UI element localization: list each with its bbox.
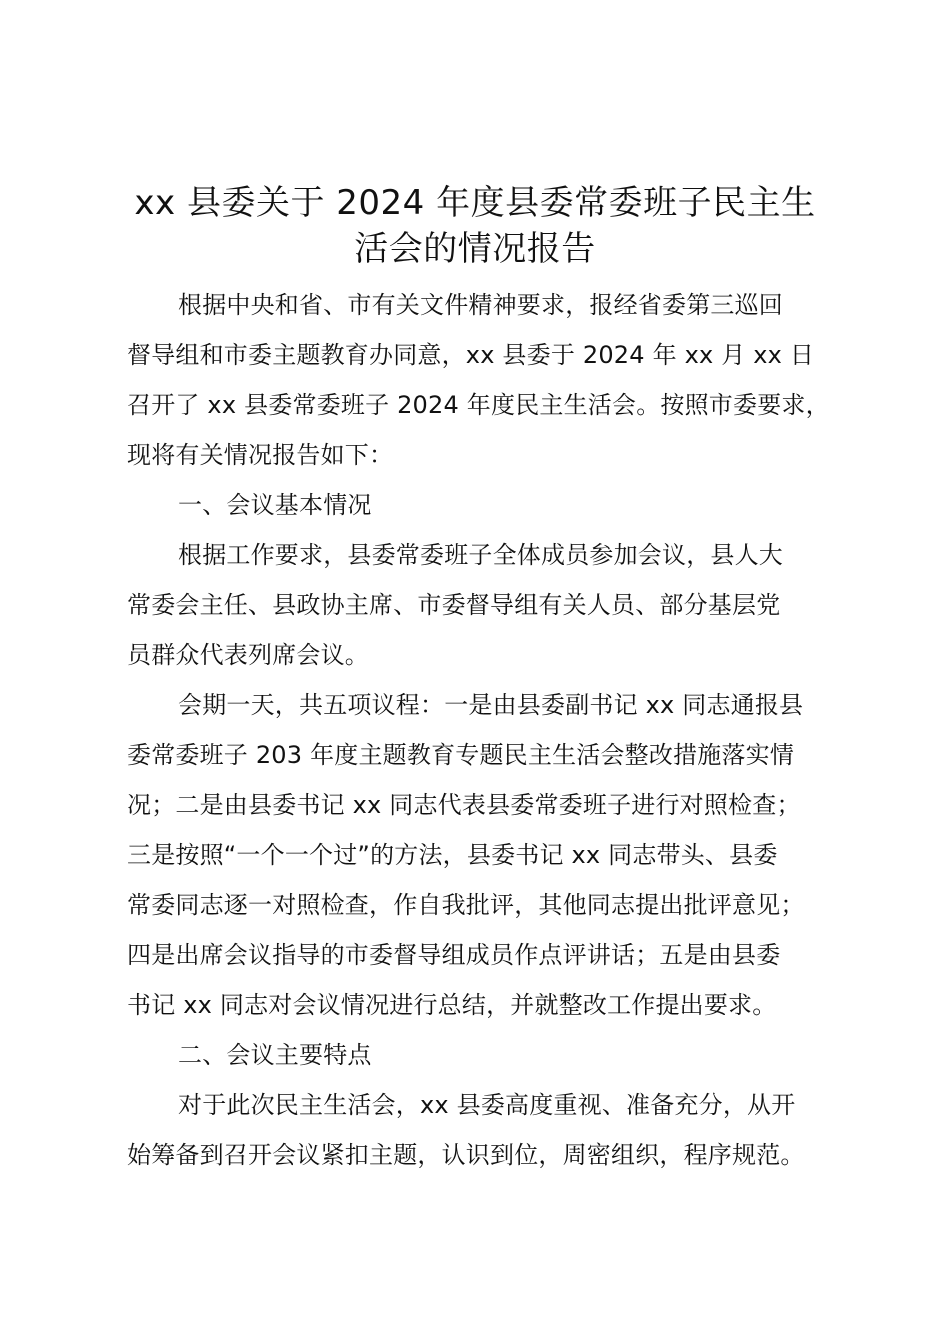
text-line: 况；二是由县委书记 xx 同志代表县委常委班子进行对照检查； [127, 791, 801, 819]
text-line: 一、会议基本情况 [178, 491, 372, 519]
text-line: 常委会主任、县政协主席、市委督导组有关人员、部分基层党 [127, 591, 781, 619]
text-line: 员群众代表列席会议。 [127, 641, 369, 669]
title-line-2: 活会的情况报告 [354, 229, 596, 269]
text-line: 委常委班子 203 年度主题教育专题民主生活会整改措施落实情 [127, 741, 795, 769]
text-line: 召开了 xx 县委常委班子 2024 年度民主生活会。按照市委要求， [127, 391, 830, 419]
text-line: 会期一天，共五项议程：一是由县委副书记 xx 同志通报县 [178, 691, 804, 719]
title-line-1: xx 县委关于 2024 年度县委常委班子民主生 [134, 183, 816, 223]
text-line: 根据中央和省、市有关文件精神要求，报经省委第三巡回 [178, 291, 783, 319]
text-line: 根据工作要求，县委常委班子全体成员参加会议，县人大 [178, 541, 783, 569]
text-line: 督导组和市委主题教育办同意，xx 县委于 2024 年 xx 月 xx 日 [127, 341, 815, 369]
text-line: 书记 xx 同志对会议情况进行总结，并就整改工作提出要求。 [127, 991, 777, 1019]
text-line: 四是出席会议指导的市委督导组成员作点评讲话；五是由县委 [127, 941, 781, 969]
text-line: 常委同志逐一对照检查，作自我批评，其他同志提出批评意见； [127, 891, 805, 919]
text-line: 三是按照“一个一个过”的方法，县委书记 xx 同志带头、县委 [127, 841, 778, 869]
text-line: 现将有关情况报告如下： [127, 441, 394, 469]
document-body [127, 280, 857, 1180]
text-line: 始筹备到召开会议紧扣主题，认识到位，周密组织，程序规范。 [127, 1141, 805, 1169]
document-title [110, 180, 840, 272]
text-line: 对于此次民主生活会，xx 县委高度重视、准备充分，从开 [178, 1091, 796, 1119]
text-line: 二、会议主要特点 [178, 1041, 372, 1069]
